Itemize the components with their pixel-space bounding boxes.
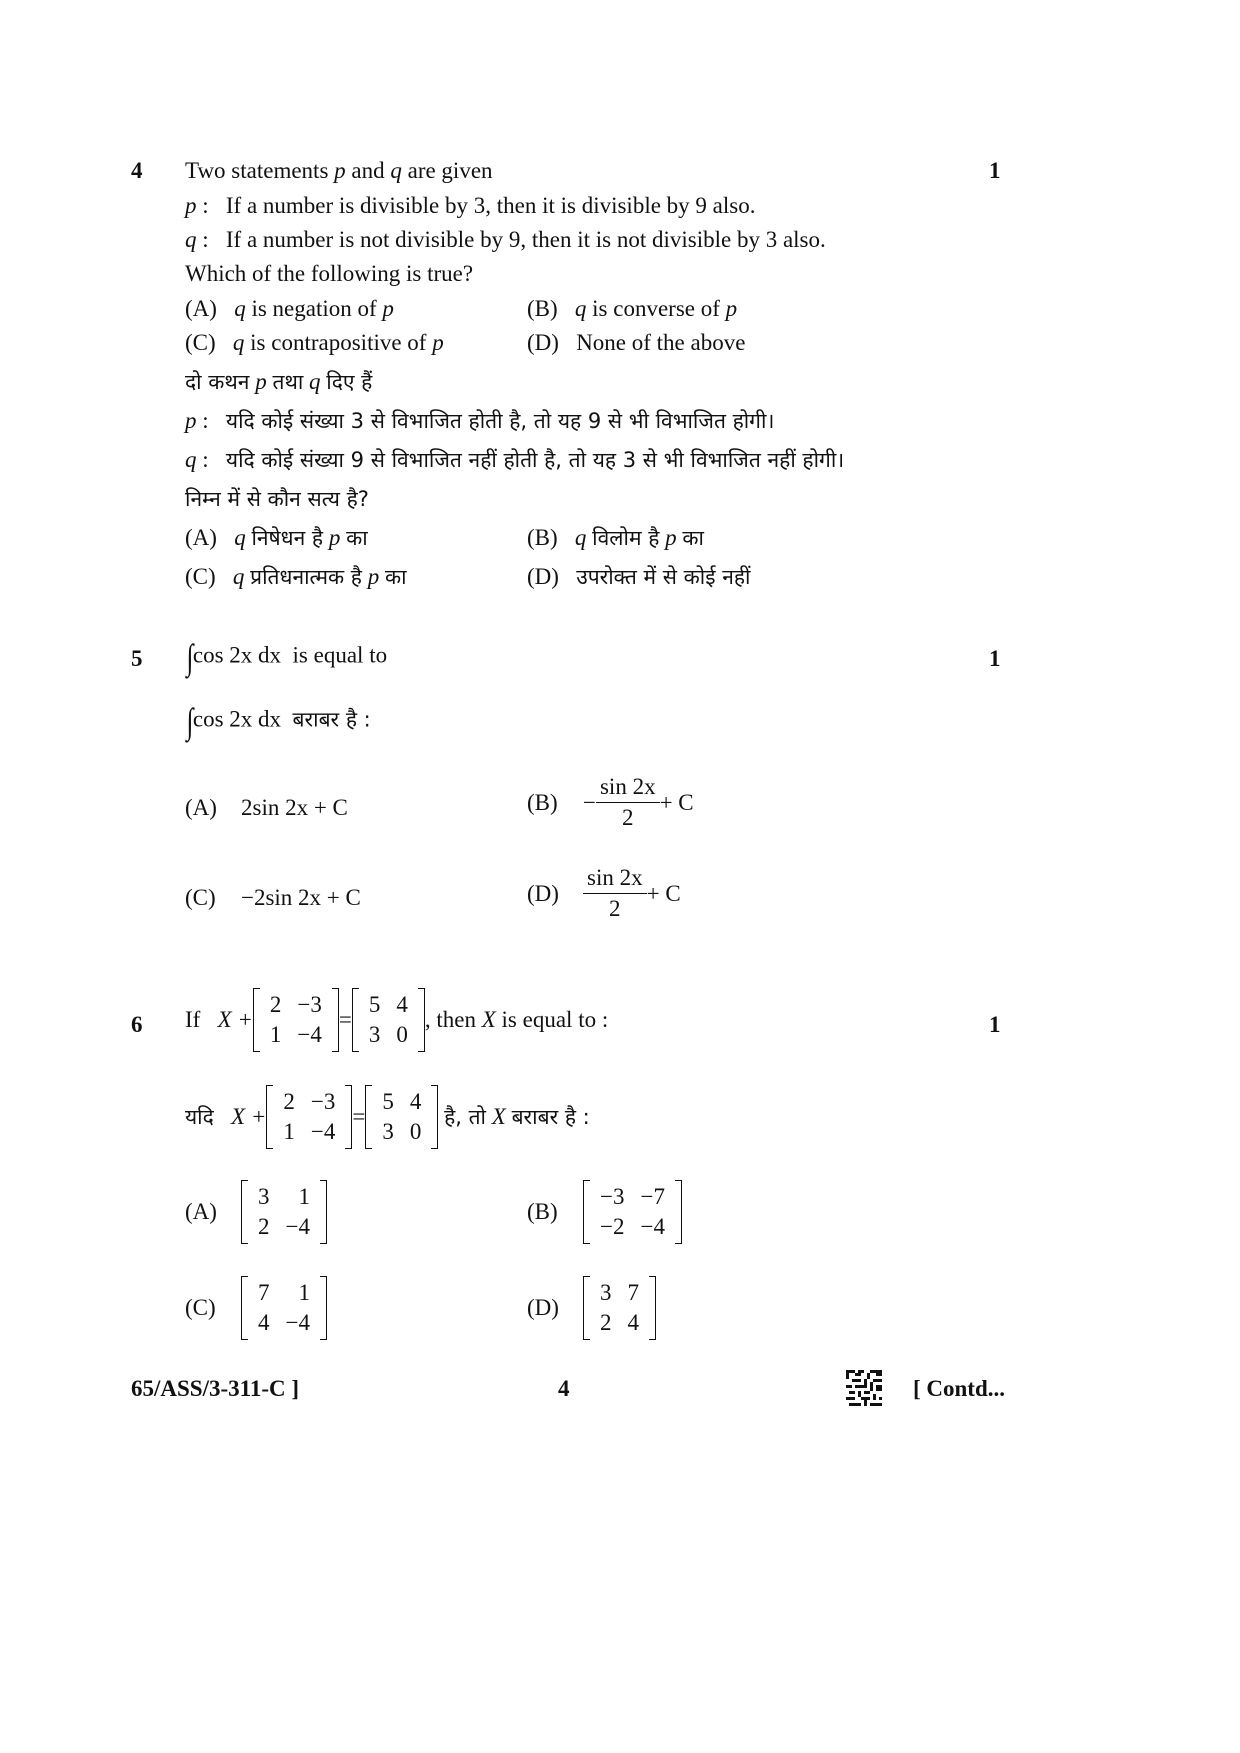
matrix-a: 2 −3 1 −4 bbox=[253, 988, 339, 1052]
q4-hindi-option-d: (D) उपरोक्त में से कोई नहीं bbox=[527, 564, 751, 589]
question-number-5: 5 bbox=[131, 646, 143, 671]
question-number-4: 4 bbox=[131, 158, 143, 183]
fraction: $\frac{\sin 2x}{2}$ bbox=[596, 774, 660, 831]
integral-sign: ∫ bbox=[186, 701, 194, 741]
q4-hindi-option-c: (C) q प्रतिधनात्मक है p का bbox=[185, 564, 407, 589]
q6-option-c: (C) 7 1 4 −4 bbox=[185, 1276, 327, 1340]
option-matrix: −3 −7 −2 −4 bbox=[583, 1180, 682, 1244]
q4-statement-p: p : If a number is divisible by 3, then it is divisible by 9 also. bbox=[185, 193, 756, 218]
q4-hindi-statement-p: p : यदि कोई संख्या 3 से विभाजित होती है, तो यह 9 से भी विभाजित होगी। bbox=[185, 408, 775, 433]
q4-option-a: (A) q is negation of p bbox=[185, 296, 394, 321]
matrix-b: 5 4 3 0 bbox=[365, 1085, 438, 1149]
q6-question-hi: यदि X + 2 −3 1 −4 = 5 4 3 0 है, तो X बराबर है : bbox=[185, 1085, 590, 1149]
continued-label: [ Contd... bbox=[913, 1376, 1006, 1401]
q6-question-en: If X + 2 −3 1 −4 = 5 4 3 0 , then X is equal to : bbox=[185, 988, 608, 1052]
q6-option-a: (A) 3 1 2 −4 bbox=[185, 1180, 327, 1244]
question-number-6: 6 bbox=[131, 1012, 143, 1037]
q4-intro: Two statements p and q are given bbox=[185, 158, 493, 183]
q6-option-d: (D) 3 7 2 4 bbox=[527, 1276, 656, 1340]
q4-hindi-question: निम्न में से कौन सत्य है? bbox=[185, 487, 369, 511]
marks-q6: 1 bbox=[989, 1012, 1001, 1037]
page-number: 4 bbox=[558, 1376, 570, 1401]
q5-integrand: cos 2x dx bbox=[192, 706, 282, 732]
q5-option-b: (B) − $\frac{\sin 2x}{2}$ + C bbox=[527, 774, 694, 830]
option-matrix: 7 1 4 −4 bbox=[241, 1276, 327, 1340]
matrix-a: 2 −3 1 −4 bbox=[266, 1085, 352, 1149]
q5-question-hi: ∫cos 2x dx बराबर है : bbox=[186, 701, 371, 741]
q5-question-en: ∫cos 2x dx is equal to bbox=[186, 637, 388, 677]
q4-option-b: (B) q is converse of p bbox=[527, 296, 738, 321]
q4-hindi-statement-q: q : यदि कोई संख्या 9 से विभाजित नहीं होती है, तो यह 3 से भी विभाजित नहीं होगी। bbox=[185, 447, 845, 472]
q5-option-d: (D) $\frac{\sin 2x}{2}$ + C bbox=[527, 865, 681, 921]
paper-code: 65/ASS/3-311-C ] bbox=[131, 1376, 300, 1401]
marks-q5: 1 bbox=[989, 646, 1001, 671]
q4-question: Which of the following is true? bbox=[185, 261, 474, 286]
q4-statement-q: q : If a number is not divisible by 9, then it is not divisible by 3 also. bbox=[185, 227, 826, 252]
marks-q4: 1 bbox=[989, 158, 1001, 183]
q4-option-c: (C) q is contrapositive of p bbox=[185, 330, 444, 355]
option-matrix: 3 7 2 4 bbox=[583, 1276, 656, 1340]
q5-integrand: cos 2x dx bbox=[192, 642, 282, 668]
option-matrix: 3 1 2 −4 bbox=[241, 1180, 327, 1244]
q5-option-c: (C) −2sin 2x + C bbox=[185, 885, 361, 910]
q6-option-b: (B) −3 −7 −2 −4 bbox=[527, 1180, 682, 1244]
integral-sign: ∫ bbox=[186, 637, 194, 677]
q4-option-d: (D) None of the above bbox=[527, 330, 746, 355]
fraction: $\frac{\sin 2x}{2}$ bbox=[583, 865, 647, 922]
matrix-b: 5 4 3 0 bbox=[352, 988, 425, 1052]
qr-code-icon bbox=[846, 1370, 882, 1406]
q4-hindi-option-b: (B) q विलोम है p का bbox=[527, 525, 704, 550]
q4-hindi-intro: दो कथन p तथा q दिए हैं bbox=[185, 369, 373, 394]
q5-option-a: (A) 2sin 2x + C bbox=[185, 795, 348, 820]
q4-hindi-option-a: (A) q निषेधन है p का bbox=[185, 525, 368, 550]
